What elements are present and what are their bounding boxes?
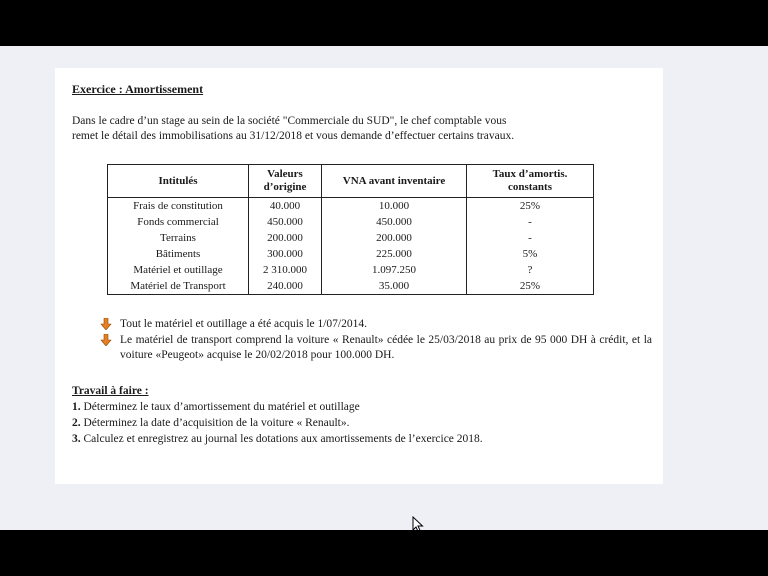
header-taux-line2: constants (507, 181, 552, 193)
slide-canvas (0, 46, 768, 530)
intro-paragraph (72, 114, 647, 144)
header-valeurs-line1: Valeurs (267, 168, 303, 180)
cell-valeur: 300.000 (249, 246, 322, 262)
note-item (100, 317, 652, 332)
cell-valeur: 240.000 (249, 278, 322, 295)
table-row (108, 214, 594, 230)
letterbox-bottom (0, 530, 768, 576)
header-taux (467, 165, 594, 198)
cell-intitule: Frais de constitution (108, 198, 249, 215)
note-text: Le matériel de transport comprend la voiture « Renault» cédée le 25/03/2018 au prix de 95 000 DH à crédit, et la voiture «Peugeot» acquise le 20/02/2018 pour 100.000 DH. (120, 334, 652, 361)
header-intitules: Intitulés (108, 165, 249, 198)
task-number: 3. (72, 433, 81, 445)
exercise-sheet (55, 68, 663, 484)
cell-vna: 35.000 (322, 278, 467, 295)
task-number: 1. (72, 401, 81, 413)
table-row (108, 246, 594, 262)
cell-taux: 25% (467, 278, 594, 295)
letterbox-top (0, 0, 768, 46)
header-valeurs-line2: d’origine (263, 181, 307, 193)
cell-intitule: Terrains (108, 230, 249, 246)
cell-vna: 450.000 (322, 214, 467, 230)
tasks-list (72, 400, 647, 448)
cell-valeur: 2 310.000 (249, 262, 322, 278)
cell-valeur: 450.000 (249, 214, 322, 230)
cell-vna: 225.000 (322, 246, 467, 262)
table-header-row (108, 165, 594, 198)
cell-valeur: 200.000 (249, 230, 322, 246)
task-text: Déterminez le taux d’amortissement du matériel et outillage (83, 401, 360, 413)
header-taux-line1: Taux d’amortis. (492, 168, 568, 180)
note-text: Tout le matériel et outillage a été acquis le 1/07/2014. (120, 318, 368, 330)
task-number: 2. (72, 417, 81, 429)
task-item (72, 432, 647, 447)
orange-down-arrow-icon (100, 334, 112, 346)
assets-table (107, 164, 594, 295)
cell-intitule: Matériel de Transport (108, 278, 249, 295)
table-row (108, 230, 594, 246)
cell-intitule: Bâtiments (108, 246, 249, 262)
cell-vna: 10.000 (322, 198, 467, 215)
task-item (72, 416, 647, 431)
notes-list (100, 317, 652, 364)
cell-valeur: 40.000 (249, 198, 322, 215)
cell-vna: 200.000 (322, 230, 467, 246)
table-row (108, 198, 594, 215)
task-text: Calculez et enregistrez au journal les dotations aux amortissements de l’exercice 2018. (83, 433, 483, 445)
intro-line: Dans le cadre d’un stage au sein de la société "Commerciale du SUD", le chef comptable vous (72, 115, 507, 127)
header-valeurs (249, 165, 322, 198)
cell-intitule: Matériel et outillage (108, 262, 249, 278)
cell-intitule: Fonds commercial (108, 214, 249, 230)
task-text: Déterminez la date d’acquisition de la voiture « Renault». (83, 417, 350, 429)
cell-taux: ? (467, 262, 594, 278)
intro-line: remet le détail des immobilisations au 31/12/2018 et vous demande d’effectuer certains travaux. (72, 130, 515, 142)
orange-down-arrow-icon (100, 318, 112, 330)
cell-taux: 25% (467, 198, 594, 215)
cell-taux: 5% (467, 246, 594, 262)
header-vna: VNA avant inventaire (322, 165, 467, 198)
cell-vna: 1.097.250 (322, 262, 467, 278)
cell-taux: - (467, 230, 594, 246)
work-title: Travail à faire : (72, 385, 149, 397)
table-row (108, 278, 594, 295)
cell-taux: - (467, 214, 594, 230)
exercise-title: Exercice : Amortissement (72, 82, 204, 96)
note-item (100, 333, 652, 363)
task-item (72, 400, 647, 415)
table-row (108, 262, 594, 278)
